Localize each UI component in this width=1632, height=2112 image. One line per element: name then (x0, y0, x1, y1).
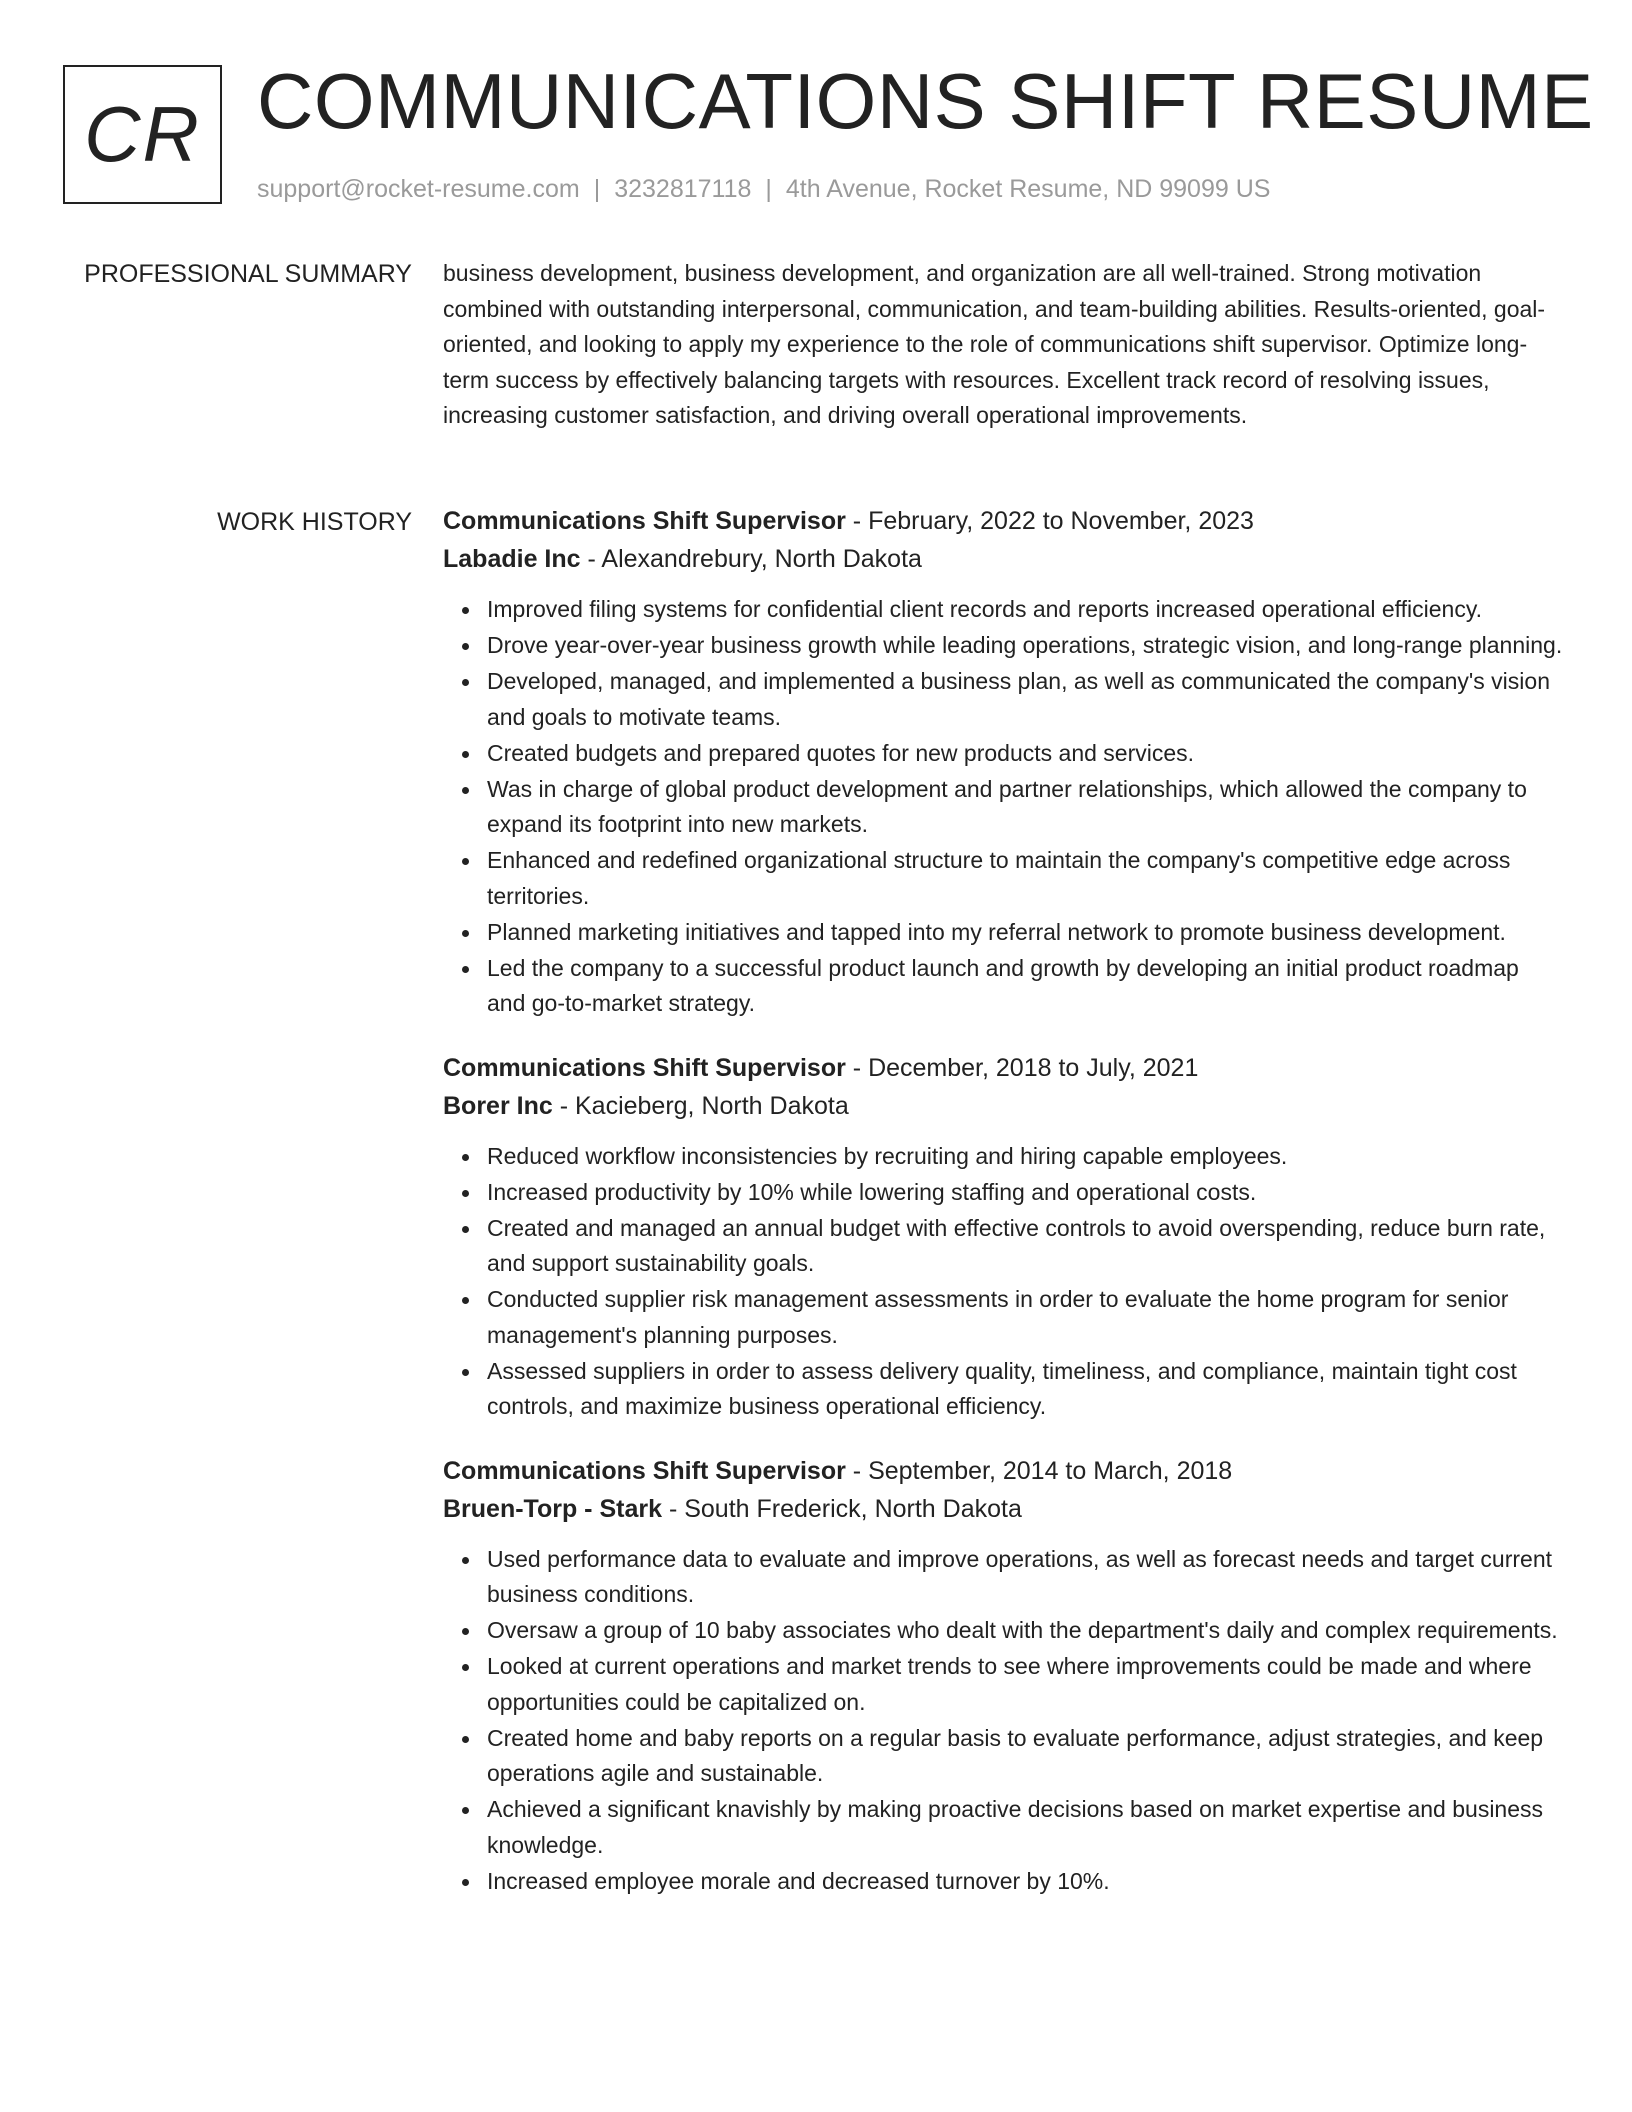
contact-phone[interactable]: 3232817118 (614, 175, 752, 203)
job-bullet: Reduced workflow inconsistencies by recruiting and hiring capable employees. (487, 1139, 1563, 1175)
job-title: Communications Shift Supervisor (443, 507, 846, 535)
job-dash: - (580, 545, 602, 573)
job-bullet: Used performance data to evaluate and improve operations, as well as forecast needs and target current business conditions. (487, 1542, 1563, 1613)
job-company: Borer Inc (443, 1091, 553, 1120)
job-company-line (443, 1087, 1563, 1125)
monogram-box (63, 65, 222, 204)
job-bullet-list (443, 1139, 1563, 1425)
job-bullet-list (443, 592, 1563, 1022)
job-entry (443, 1452, 1563, 1900)
job-bullet-list (443, 1542, 1563, 1900)
job-bullet: Assessed suppliers in order to assess delivery quality, timeliness, and compliance, maintain tight cost controls, and maximize business operational efficiency. (487, 1354, 1563, 1425)
job-title-line (443, 1049, 1563, 1087)
job-dash: - (845, 1456, 869, 1485)
job-title-line (443, 502, 1563, 540)
contact-email[interactable]: support@rocket-resume.com (257, 175, 580, 203)
job-bullet: Led the company to a successful product launch and growth by developing an initial product roadmap and go-to-market strategy. (487, 951, 1563, 1022)
job-bullet: Increased productivity by 10% while lowering staffing and operational costs. (487, 1175, 1563, 1211)
job-company-line (443, 540, 1563, 578)
work-history-section (443, 502, 1563, 1926)
job-bullet: Achieved a significant knavishly by making proactive decisions based on market expertise and business knowledge. (487, 1792, 1563, 1863)
job-company: Bruen-Torp - Stark (443, 1494, 662, 1523)
contact-line (257, 173, 1270, 205)
summary-section-label: PROFESSIONAL SUMMARY (84, 260, 412, 288)
job-entry (443, 502, 1563, 1022)
job-bullet: Was in charge of global product development and partner relationships, which allowed the company to expand its footprint into new markets. (487, 772, 1563, 843)
job-location: Kacieberg, North Dakota (574, 1091, 849, 1120)
job-bullet: Conducted supplier risk management assessments in order to evaluate the home program for senior management's planning purposes. (487, 1282, 1563, 1353)
contact-separator: | (593, 175, 601, 203)
job-dash: - (845, 507, 869, 535)
job-dash: - (662, 1494, 685, 1523)
job-company-line (443, 1490, 1563, 1528)
summary-text: business development, business development, and organization are all well-trained. Strong motivation combined with outstanding interpersonal, communication, and team-building abilities. Results-oriented, goal-oriented, and looking to apply my experience to the role of communications shift supervisor. Optimize long-term success by effectively balancing targets with resources. Excellent track record of resolving issues, increasing customer satisfaction, and driving overall operational improvements. (443, 260, 1546, 428)
job-dates: February, 2022 to November, 2023 (868, 507, 1254, 535)
summary-section (443, 256, 1563, 434)
job-bullet: Created budgets and prepared quotes for new products and services. (487, 736, 1563, 772)
job-bullet: Increased employee morale and decreased turnover by 10%. (487, 1864, 1563, 1900)
job-bullet: Drove year-over-year business growth while leading operations, strategic vision, and long-range planning. (487, 628, 1563, 664)
job-bullet: Created and managed an annual budget with effective controls to avoid overspending, reduce burn rate, and support sustainability goals. (487, 1211, 1563, 1282)
job-title: Communications Shift Supervisor (443, 1456, 846, 1485)
job-dash: - (845, 1053, 869, 1082)
job-bullet: Enhanced and redefined organizational structure to maintain the company's competitive edge across territories. (487, 843, 1563, 914)
job-location: South Frederick, North Dakota (684, 1494, 1022, 1523)
monogram-initials: CR (84, 90, 201, 178)
contact-separator: | (765, 175, 772, 203)
job-dates: September, 2014 to March, 2018 (868, 1456, 1233, 1485)
job-bullet: Oversaw a group of 10 baby associates who dealt with the department's daily and complex requirements. (487, 1613, 1563, 1649)
job-entry (443, 1049, 1563, 1425)
job-bullet: Developed, managed, and implemented a business plan, as well as communicated the company's vision and goals to motivate teams. (487, 664, 1563, 735)
job-location: Alexandrebury, North Dakota (601, 545, 922, 573)
job-bullet: Planned marketing initiatives and tapped into my referral network to promote business development. (487, 915, 1563, 951)
resume-title: COMMUNICATIONS SHIFT RESUME (257, 57, 1594, 145)
job-company: Labadie Inc (443, 545, 581, 573)
job-dash: - (552, 1091, 575, 1120)
job-title-line (443, 1452, 1563, 1490)
contact-address: 4th Avenue, Rocket Resume, ND 99099 US (785, 175, 1271, 203)
work-history-section-label: WORK HISTORY (217, 508, 412, 536)
job-bullet: Created home and baby reports on a regular basis to evaluate performance, adjust strategies, and keep operations agile and sustainable. (487, 1721, 1563, 1792)
job-bullet: Looked at current operations and market trends to see where improvements could be made and where opportunities could be capitalized on. (487, 1649, 1563, 1720)
job-bullet: Improved filing systems for confidential client records and reports increased operational efficiency. (487, 592, 1563, 628)
job-title: Communications Shift Supervisor (443, 1053, 846, 1082)
job-dates: December, 2018 to July, 2021 (868, 1053, 1199, 1082)
